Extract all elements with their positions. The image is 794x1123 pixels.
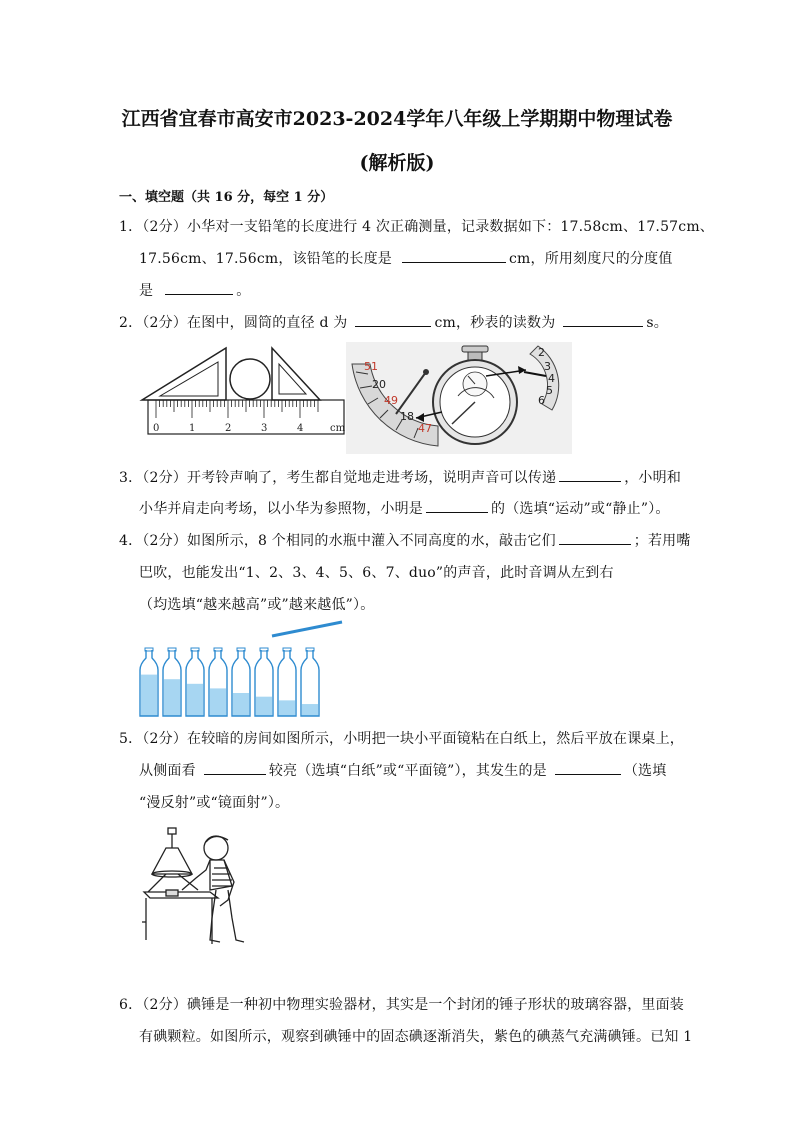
q1-blank-division[interactable] <box>165 280 233 295</box>
dial-right-4: 4 <box>548 372 555 385</box>
water-level-6 <box>256 697 272 716</box>
q4-text-b: ；若用嘴 <box>633 533 691 549</box>
q1-text-a: 17.56cm、17.56cm，该铅笔的长度是 <box>139 251 392 267</box>
ruler-tick-4: 4 <box>297 423 304 434</box>
q1-line3 <box>139 280 250 300</box>
q2-blank-stopwatch[interactable] <box>563 312 643 327</box>
bottle-8 <box>301 648 319 716</box>
bottle-1 <box>140 648 158 716</box>
q5-blank-reflection[interactable] <box>555 760 621 775</box>
page-title: 江西省宜春市高安市2023-2024学年八年级上学期期中物理试卷 <box>121 108 673 130</box>
dial-right-5: 5 <box>546 384 553 397</box>
q1-line2 <box>139 248 673 268</box>
dial-label-20: 20 <box>372 378 386 391</box>
ruler-figure <box>138 340 348 440</box>
q3-line1 <box>119 467 681 487</box>
water-level-5 <box>233 693 249 716</box>
q1-line1: 1．（2分）小华对一支铅笔的长度进行 4 次正确测量，记录数据如下：17.58cm、17.57cm、 <box>119 219 715 235</box>
dial-right-3: 3 <box>544 360 551 373</box>
ruler-tick-1: 1 <box>189 423 196 434</box>
bottle-5 <box>232 648 250 716</box>
lamp-experiment-figure <box>140 826 250 948</box>
q5-text-b: 较亮（选填“白纸”或“平面镜”），其发生的是 <box>268 763 547 779</box>
q1-text-c: 是 <box>139 283 154 299</box>
q1-blank-length[interactable] <box>402 248 506 263</box>
q3-blank-info[interactable] <box>559 467 621 482</box>
q4-line2: 巴吹，也能发出“1、2、3、4、5、6、7、duo”的声音，此时音调从左到右 <box>139 565 614 581</box>
q5-line1: 5．（2分）在较暗的房间如图所示，小明把一块小平面镜粘在白纸上，然后平放在课桌上， <box>119 731 685 747</box>
q4-line1 <box>119 530 691 550</box>
q2-line1 <box>119 312 668 332</box>
q3-blank-motion[interactable] <box>426 498 488 513</box>
stopwatch-figure <box>346 342 572 454</box>
bottle-6 <box>255 648 273 716</box>
q1-text-b: cm，所用刻度尺的分度值 <box>509 251 673 267</box>
bottle-2 <box>163 648 181 716</box>
bottle-3 <box>186 648 204 716</box>
bottle-4 <box>209 648 227 716</box>
dial-right-2: 2 <box>538 346 545 359</box>
q4-text-a: 4．（2分）如图所示，8 个相同的水瓶中灌入不同高度的水，敲击它们 <box>119 533 556 549</box>
bottle-7 <box>278 648 296 716</box>
water-level-1 <box>141 675 157 716</box>
q2-text-b: cm，秒表的读数为 <box>434 315 556 331</box>
q2-text-c: s。 <box>646 315 668 331</box>
q3-text-a: 3．（2分）开考铃声响了，考生都自觉地走进考场，说明声音可以传递 <box>119 470 557 486</box>
ruler-tick-2: 2 <box>225 423 232 434</box>
q1-text-d: 。 <box>236 283 251 299</box>
q3-line2 <box>139 498 670 518</box>
q5-blank-bright[interactable] <box>204 760 266 775</box>
dial-right-6: 6 <box>538 394 545 407</box>
q5-line3: “漫反射”或“镜面射”）。 <box>139 795 290 811</box>
q3-text-b: ，小明和 <box>624 470 682 486</box>
q3-text-d: 的（选填“运动”或“静止”）。 <box>491 501 670 517</box>
dial-label-51: 51 <box>364 360 378 373</box>
water-level-8 <box>302 704 318 716</box>
q2-blank-diameter[interactable] <box>355 312 431 327</box>
q5-line2 <box>139 760 666 780</box>
q4-blank-knock[interactable] <box>559 530 631 545</box>
dial-label-18: 18 <box>400 410 414 423</box>
ruler-unit: cm <box>330 423 346 434</box>
q4-line3: （均选填“越来越高”或”越来越低”）。 <box>139 597 375 613</box>
page-subtitle: (解析版) <box>359 152 435 174</box>
q6-line2: 有碘颗粒。如图所示，观察到碘锤中的固态碘逐渐消失，紫色的碘蒸气充满碘锤。已知 1 <box>139 1029 693 1045</box>
q5-text-c: （选填 <box>623 763 667 779</box>
ruler-tick-0: 0 <box>153 423 160 434</box>
straw-line <box>272 622 342 636</box>
water-level-3 <box>187 684 203 716</box>
water-level-7 <box>279 700 295 716</box>
water-level-2 <box>164 679 180 716</box>
section-heading: 一、填空题（共 16 分，每空 1 分） <box>119 190 334 205</box>
q3-text-c: 小华并肩走向考场，以小华为参照物，小明是 <box>139 501 423 517</box>
dial-label-47: 47 <box>418 422 432 435</box>
q2-text-a: 2．（2分）在图中，圆筒的直径 d 为 <box>119 315 348 331</box>
ruler-tick-3: 3 <box>261 423 268 434</box>
dial-label-49: 49 <box>384 394 398 407</box>
water-level-4 <box>210 688 226 716</box>
q5-text-a: 从侧面看 <box>139 763 196 779</box>
q6-line1: 6．（2分）碘锤是一种初中物理实验器材，其实是一个封闭的锤子形状的玻璃容器，里面装 <box>119 997 685 1013</box>
bottles-figure <box>136 618 348 720</box>
